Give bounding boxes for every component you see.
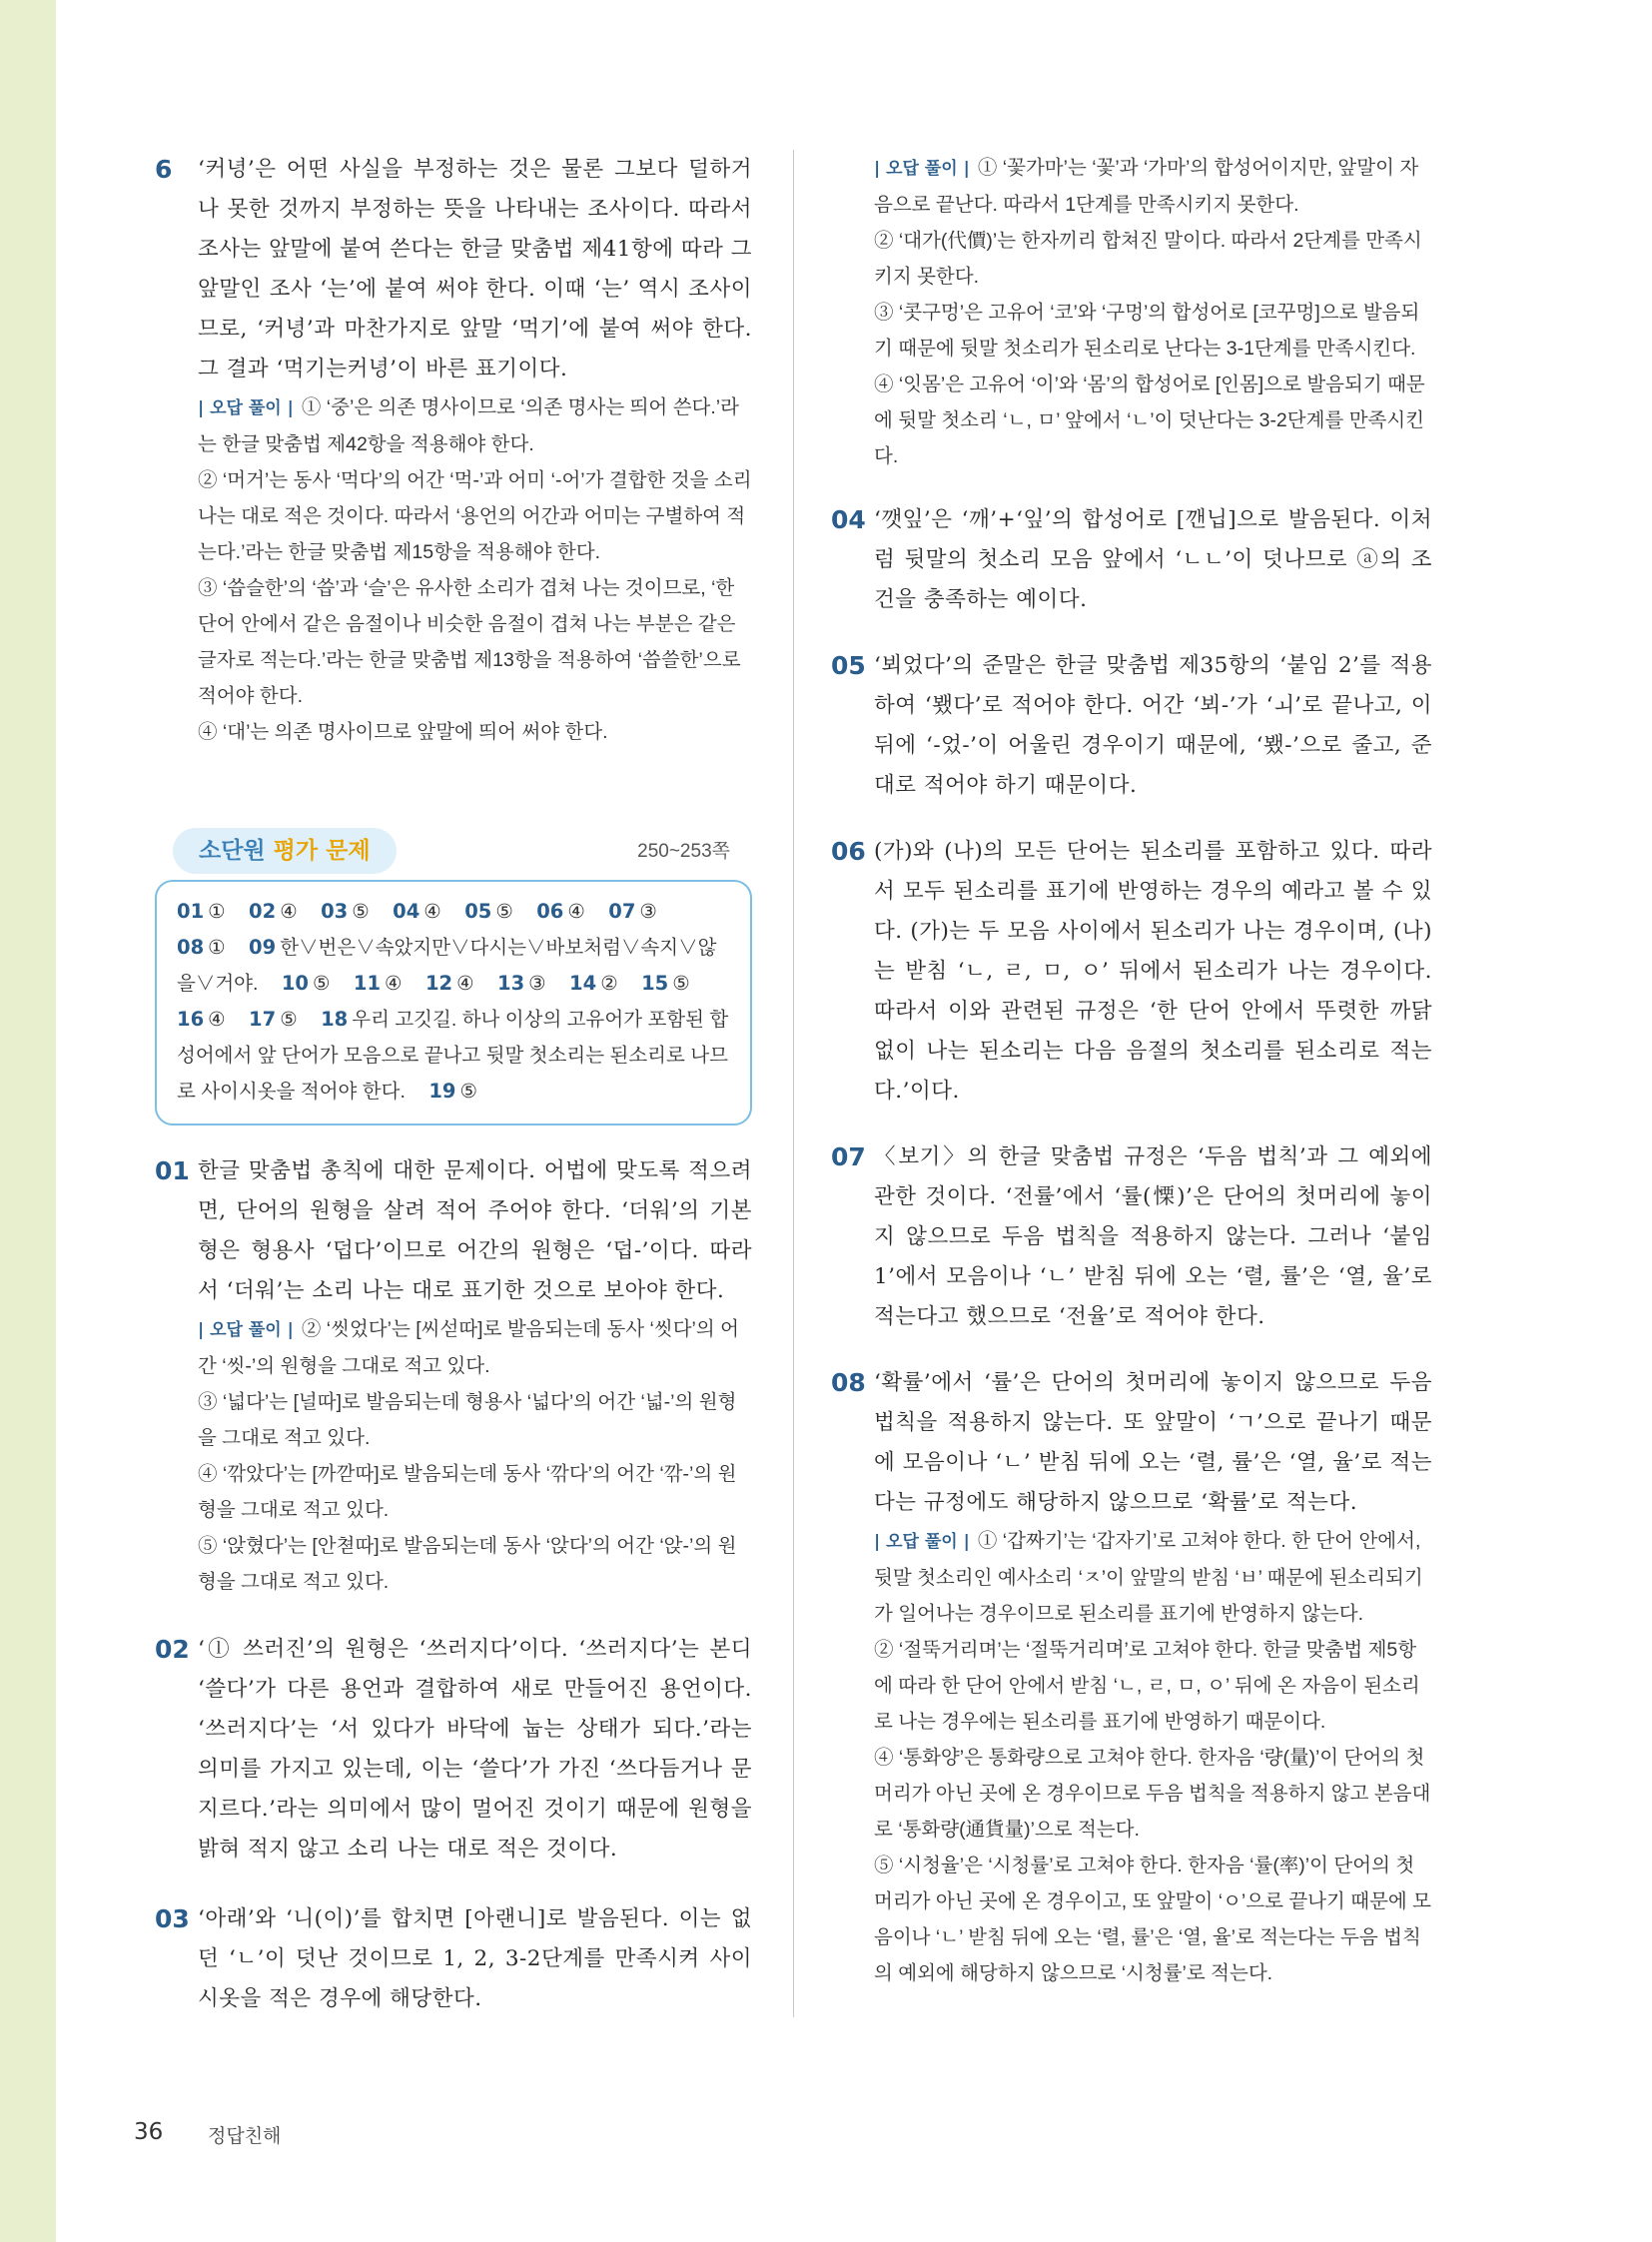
answer-number: 06 <box>831 837 866 866</box>
answer-number: 07 <box>831 1142 866 1171</box>
answer-number: 02 <box>155 1635 190 1664</box>
answer-key-item <box>354 973 403 995</box>
answer-04 <box>831 500 1432 620</box>
answer-key-item <box>177 901 226 923</box>
answer-key-number: 08 <box>177 936 205 959</box>
answer-number: 05 <box>831 651 866 680</box>
answer-explanation: 〈보기〉의 한글 맞춤법 규정은 ‘두음 법칙’과 그 예외에 관한 것이다. ‘전률’에서 ‘률(慄)’은 단어의 첫머리에 놓이지 않으므로 두음 법칙을 적용하지 않는다. 그러나 ‘붙임 1’에서 모음이나 ‘ㄴ’ 받침 뒤에 오는 ‘렬, 률’은 ‘열, 율’로 적는다고 했으므로 ‘전율’로 적어야 한다. <box>874 1144 1432 1329</box>
answer-key-number: 03 <box>321 900 349 923</box>
answer-explanation: (가)와 (나)의 모든 단어는 된소리를 포함하고 있다. 따라서 모두 된소리를 표기에 반영하는 경우의 예라고 볼 수 있다. (가)는 두 모음 사이에서 된소리가 나는 경우이며, (나)는 받침 ‘ㄴ, ㄹ, ㅁ, ㅇ’ 뒤에서 된소리가 나는 경우이다. 따라서 이와 관련된 규정은 ‘한 단어 안에서 뚜렷한 까닭 없이 나는 된소리는 다음 음절의 첫소리를 된소리로 적는다.’이다. <box>874 839 1432 1104</box>
wrong-answer-tag: | 오답 풀이 | <box>198 398 294 418</box>
answer-key-item <box>569 973 618 995</box>
answer-key-item <box>536 901 585 923</box>
answer-key-item <box>425 973 474 995</box>
answer-key-number: 10 <box>281 972 309 995</box>
wrong-answer-tag: | 오답 풀이 | <box>874 1532 970 1552</box>
review-section-title: 소단원 평가 문제 <box>173 828 397 874</box>
answer-key-number: 19 <box>428 1080 456 1103</box>
wrong-answer-note: ② ‘머거’는 동사 ‘먹다’의 어간 ‘먹-’과 어미 ‘-어’가 결합한 것을 소리 나는 대로 적은 것이다. 따라서 ‘용언의 어간과 어미는 구별하여 적는다.’라는 한글 맞춤법 제15항을 적용해야 한다. <box>198 469 752 563</box>
answer-key-value: 한∨번은∨속았지만∨다시는∨바보처럼∨속지∨않을∨거야. <box>177 937 717 995</box>
answer-key-item <box>641 973 690 995</box>
answer-05 <box>831 646 1432 806</box>
answer-key-box <box>155 880 752 1125</box>
page-number: 36 <box>134 2119 164 2145</box>
wrong-answer-note: ② ‘절뚝거리며’는 ‘절뚝거리며’로 고쳐야 한다. 한글 맞춤법 제5항에 따라 한 단어 안에서 받침 ‘ㄴ, ㄹ, ㅁ, ㅇ’ 뒤에 온 자음이 된소리로 나는 경우에는 된소리를 표기에 반영하기 때문이다. <box>874 1639 1420 1733</box>
wrong-answer-note: ③ ‘넓다’는 [널따]로 발음되는데 형용사 ‘넓다’의 어간 ‘넓-’의 원형을 그대로 적고 있다. <box>198 1391 737 1449</box>
answer-key-item <box>321 901 370 923</box>
answer-key-number: 14 <box>569 972 597 995</box>
answer-key-value: ④ <box>567 901 585 923</box>
answer-key-item <box>497 973 546 995</box>
answer-key-number: 13 <box>497 972 525 995</box>
answer-key-value: ④ <box>456 973 474 995</box>
side-color-strip <box>0 0 56 2242</box>
answer-key-value: ⑤ <box>313 973 331 995</box>
wrong-answer-note: ⑤ ‘앉혔다’는 [안쳗따]로 발음되는데 동사 ‘앉다’의 어간 ‘앉-’의 원형을 그대로 적고 있다. <box>198 1535 737 1593</box>
answer-number: 04 <box>831 505 866 534</box>
answer-key-value: ④ <box>385 973 403 995</box>
wrong-answer-note: ② ‘대가(代價)’는 한자끼리 합쳐진 말이다. 따라서 2단계를 만족시키지 못한다. <box>874 230 1422 288</box>
answer-key-item <box>428 1081 477 1103</box>
answer-explanation: ‘ⓛ 쓰러진’의 원형은 ‘쓰러지다’이다. ‘쓰러지다’는 본디 ‘쓸다’가 다른 용언과 결합하여 새로 만들어진 용언이다. ‘쓰러지다’는 ‘서 있다가 바닥에 눕는 상태가 되다.’라는 의미를 가지고 있는데, 이는 ‘쓸다’가 가진 ‘쓰다듬거나 문지르다.’라는 의미에서 많이 멀어진 것이기 때문에 원형을 밝혀 적지 않고 소리 나는 대로 적은 것이다. <box>198 1637 752 1862</box>
wrong-answer-tag: | 오답 풀이 | <box>198 1320 294 1340</box>
answer-02 <box>155 1630 752 1869</box>
answer-key-value: ③ <box>639 901 657 923</box>
answer-key-number: 05 <box>464 900 492 923</box>
answer-number: 03 <box>155 1904 190 1933</box>
review-section-header <box>155 828 752 874</box>
answer-key-value: ④ <box>280 901 298 923</box>
wrong-answer-note: ⑤ ‘시청율’은 ‘시청률’로 고쳐야 한다. 한자음 ‘률(率)’이 단어의 첫머리가 아닌 곳에 온 경우이고, 또 앞말이 ‘ㅇ’으로 끝나기 때문에 모음이나 ‘ㄴ’ 받침 뒤에 오는 ‘렬, 률’은 ‘열, 율’로 적는다는 두음 법칙의 예외에 해당하지 않으므로 ‘시청률’로 적는다. <box>874 1855 1432 1984</box>
answer-key-item <box>282 973 331 995</box>
answer-6 <box>155 150 752 750</box>
wrong-answer-note: | 오답 풀이 | ① ‘중’은 의존 명사이므로 ‘의존 명사는 띄어 쓴다.’라는 한글 맞춤법 제42항을 적용해야 한다. <box>198 396 739 455</box>
answer-explanation: ‘아래’와 ‘니(이)’를 합치면 [아랜니]로 발음된다. 이는 없던 ‘ㄴ’이 덧난 것이므로 1, 2, 3-2단계를 만족시켜 사이시옷을 적은 경우에 해당한다. <box>198 1906 752 2011</box>
wrong-answer-tag: | 오답 풀이 | <box>874 159 970 179</box>
answer-03 <box>155 1899 752 2019</box>
answer-key-number: 04 <box>393 900 420 923</box>
answer-key-number: 01 <box>177 900 205 923</box>
answer-number: 6 <box>155 155 173 184</box>
answer-key-item <box>608 901 657 923</box>
answer-key-number: 16 <box>177 1008 205 1031</box>
wrong-answer-note: ③ ‘콧구멍’은 고유어 ‘코’와 ‘구멍’의 합성어로 [코꾸멍]으로 발음되기 때문에 뒷말 첫소리가 된소리로 난다는 3-1단계를 만족시킨다. <box>874 302 1420 360</box>
right-column <box>831 150 1432 1991</box>
answer-key-value: ⑤ <box>459 1081 477 1103</box>
answer-explanation: ‘확률’에서 ‘률’은 단어의 첫머리에 놓이지 않으므로 두음 법칙을 적용하지 않는다. 또 앞말이 ‘ㄱ’으로 끝나기 때문에 모음이나 ‘ㄴ’ 받침 뒤에 오는 ‘렬, 률’은 ‘열, 율’로 적는다는 규정에도 해당하지 않으므로 ‘확률’로 적는다. <box>874 1370 1432 1515</box>
answer-explanation: ‘커녕’은 어떤 사실을 부정하는 것은 물론 그보다 덜하거나 못한 것까지 부정하는 뜻을 나타내는 조사이다. 따라서 조사는 앞말에 붙여 쓴다는 한글 맞춤법 제41항에 따라 그 앞말인 조사 ‘는’에 붙여 써야 한다. 이때 ‘는’ 역시 조사이므로, ‘커녕’과 마찬가지로 앞말 ‘먹기’에 붙여 써야 한다. 그 결과 ‘먹기는커녕’이 바른 표기이다. <box>198 157 752 381</box>
answer-key-number: 17 <box>249 1008 277 1031</box>
answer-key-item <box>249 901 298 923</box>
answer-explanation: ‘깻잎’은 ‘깨’+‘잎’의 합성어로 [깬닙]으로 발음된다. 이처럼 뒷말의 첫소리 모음 앞에서 ‘ㄴㄴ’이 덧나므로 ⓐ의 조건을 충족하는 예이다. <box>874 507 1432 612</box>
answer-key-value: ③ <box>528 973 546 995</box>
answer-01 <box>155 1151 752 1600</box>
answer-key-number: 09 <box>249 936 277 959</box>
answer-key-value: ② <box>600 973 618 995</box>
answer-03-continued <box>831 150 1432 474</box>
answer-06 <box>831 832 1432 1112</box>
answer-explanation: 한글 맞춤법 총칙에 대한 문제이다. 어법에 맞도록 적으려면, 단어의 원형을 살려 적어 주어야 한다. ‘더워’의 기본형은 형용사 ‘덥다’이므로 어간의 원형은 ‘덥-’이다. 따라서 ‘더워’는 소리 나는 대로 표기한 것으로 보아야 한다. <box>198 1158 752 1303</box>
answer-key-number: 06 <box>536 900 564 923</box>
footer-label: 정답친해 <box>208 2126 282 2147</box>
answer-key-value: ⑤ <box>672 973 690 995</box>
answer-08 <box>831 1363 1432 1991</box>
answer-07 <box>831 1137 1432 1337</box>
answer-key-number: 07 <box>608 900 636 923</box>
answer-key-value: ⑤ <box>495 901 513 923</box>
wrong-answer-note: | 오답 풀이 | ② ‘씻었다’는 [씨섣따]로 발음되는데 동사 ‘씻다’의 어간 ‘씻-’의 원형을 그대로 적고 있다. <box>198 1318 739 1377</box>
answer-key-value: ④ <box>423 901 441 923</box>
answer-key-number: 11 <box>353 972 382 995</box>
answer-key-value: ④ <box>208 1009 226 1031</box>
answer-key-item <box>177 937 226 959</box>
wrong-answer-note: ③ ‘씁슬한’의 ‘씁’과 ‘슬’은 유사한 소리가 겹쳐 나는 것이므로, ‘한 단어 안에서 같은 음절이나 비슷한 음절이 겹쳐 나는 부분은 같은 글자로 적는다.’라는 한글 맞춤법 제13항을 적용하여 ‘씁쓸한’으로 적어야 한다. <box>198 577 741 707</box>
answer-key-item <box>393 901 441 923</box>
answer-key-value: ⑤ <box>352 901 370 923</box>
answer-key-value: ① <box>208 937 226 959</box>
page-range: 250~253쪽 <box>637 841 730 862</box>
wrong-answer-note: | 오답 풀이 | ① ‘꽃가마’는 ‘꽃’과 ‘가마’의 합성어이지만, 앞말이 자음으로 끝난다. 따라서 1단계를 만족시키지 못한다. <box>874 157 1419 216</box>
answer-key-number: 15 <box>641 972 669 995</box>
answer-key-value: ① <box>208 901 226 923</box>
answer-number: 01 <box>155 1156 190 1185</box>
answer-key-number: 02 <box>249 900 277 923</box>
answer-key-value: ⑤ <box>280 1009 298 1031</box>
answer-key-item <box>464 901 513 923</box>
wrong-answer-note: ④ ‘깎았다’는 [까깓따]로 발음되는데 동사 ‘깎다’의 어간 ‘깎-’의 원형을 그대로 적고 있다. <box>198 1463 737 1521</box>
left-column <box>155 150 752 2019</box>
answer-key-item <box>177 1009 226 1031</box>
answer-key-number: 12 <box>424 972 453 995</box>
answer-key-item <box>249 1009 298 1031</box>
answer-explanation: ‘뵈었다’의 준말은 한글 맞춤법 제35항의 ‘붙임 2’를 적용하여 ‘뵀다’로 적어야 한다. 어간 ‘뵈-’가 ‘ㅚ’로 끝나고, 이 뒤에 ‘-었-’이 어울린 경우이기 때문에, ‘뵀-’으로 줄고, 준 대로 적어야 하기 때문이다. <box>874 653 1432 798</box>
wrong-answer-note: ④ ‘통화양’은 통화량으로 고쳐야 한다. 한자음 ‘량(量)’이 단어의 첫머리가 아닌 곳에 온 경우이므로 두음 법칙을 적용하지 않고 본음대로 ‘통화량(通貨量)’으로 적는다. <box>874 1747 1431 1841</box>
wrong-answer-note: ④ ‘대’는 의존 명사이므로 앞말에 띄어 써야 한다. <box>198 721 608 743</box>
column-divider <box>793 150 794 2017</box>
answer-key-value: 우리 고깃길. 하나 이상의 고유어가 포함된 합성어에서 앞 단어가 모음으로 끝나고 뒷말 첫소리는 된소리로 나므로 사이시옷을 적어야 한다. <box>177 1009 729 1103</box>
wrong-answer-note: ④ ‘잇몸’은 고유어 ‘이’와 ‘몸’의 합성어로 [인몸]으로 발음되기 때문에 뒷말 첫소리 ‘ㄴ, ㅁ’ 앞에서 ‘ㄴ’이 덧난다는 3-2단계를 만족시킨다. <box>874 374 1425 467</box>
answer-key-number: 18 <box>321 1008 349 1031</box>
wrong-answer-note: | 오답 풀이 | ① ‘갑짜기’는 ‘갑자기’로 고쳐야 한다. 한 단어 안에서, 뒷말 첫소리인 예사소리 ‘ㅈ’이 앞말의 받침 ‘ㅂ’ 때문에 된소리되기가 일어나는 경우이므로 된소리를 표기에 반영하지 않는다. <box>874 1530 1423 1625</box>
answer-number: 08 <box>831 1368 866 1397</box>
